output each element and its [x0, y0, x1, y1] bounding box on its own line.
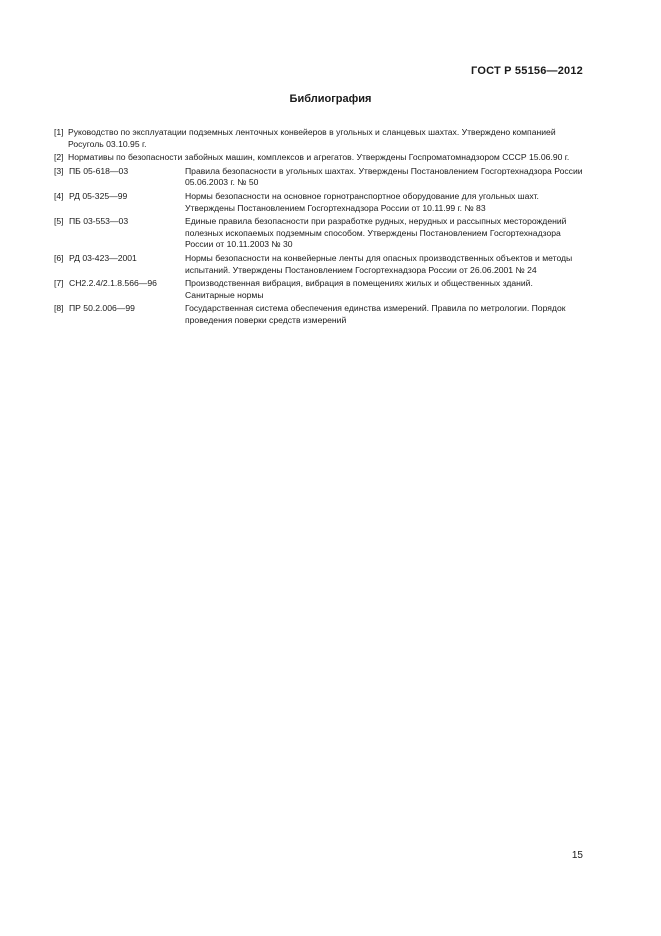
entry-text: Государственная система обеспечения единства измерений. Правила по метрологии. Порядок проведения поверки средств измерений	[185, 303, 566, 325]
page-number: 15	[571, 850, 583, 861]
entry-number: [4]	[54, 190, 64, 201]
page-title: Библиография	[289, 93, 372, 105]
entry-number: [2]	[54, 152, 64, 163]
bibliography-list	[54, 127, 584, 329]
entry-document-code: ПР 50.2.006—99	[69, 303, 135, 314]
entry-text: Нормы безопасности на конвейерные ленты для опасных производственных объектов и методы испытаний. Утверждены Постановлением Госгортехнадзора России от 26.06.2001 № 24	[185, 252, 573, 275]
bibliography-entry-8	[54, 303, 584, 326]
entry-text: Нормативы по безопасности забойных машин, комплексов и агрегатов. Утверждены Госпроматомнадзором СССР 15.06.90 г.	[68, 152, 570, 163]
entry-text: Руководство по эксплуатации подземных ленточных конвейеров в угольных и сланцевых шахтах. Утверждено компанией Росуголь 03.10.95 г.	[68, 127, 556, 149]
bibliography-entry-2	[54, 152, 584, 164]
entry-number: [3]	[54, 165, 64, 176]
entry-document-code: ПБ 05-618—03	[69, 165, 129, 176]
entry-document-code: ПБ 03-553—03	[69, 216, 129, 227]
entry-document-code: РД 03-423—2001	[69, 252, 137, 263]
entry-number: [6]	[54, 252, 64, 263]
entry-document-code: РД 05-325—99	[69, 190, 128, 201]
bibliography-entry-7	[54, 278, 584, 301]
entry-number: [5]	[54, 216, 64, 227]
entry-number: [8]	[54, 303, 64, 314]
bibliography-entry-1	[54, 127, 584, 150]
bibliography-entry-4	[54, 191, 584, 214]
entry-number: [1]	[54, 127, 64, 137]
entry-document-code: СН2.2.4/2.1.8.566—96	[69, 278, 157, 289]
entry-number: [7]	[54, 278, 64, 289]
entry-text: Правила безопасности в угольных шахтах. Утверждены Постановлением Госгортехнадзора России 05.06.2003 г. № 50	[185, 165, 583, 188]
entry-text: Производственная вибрация, вибрация в помещениях жилых и общественных зданий. Санитарные нормы	[185, 278, 533, 300]
bibliography-entry-5	[54, 216, 584, 251]
entry-text: Единые правила безопасности при разработке рудных, нерудных и рассыпных месторождений полезных ископаемых подземным способом. Утверждены Постановлением Госгортехнадзора России от 10.11.2003 № 30	[185, 216, 567, 250]
bibliography-entry-3	[54, 166, 584, 189]
standard-designation: ГОСТ Р 55156—2012	[471, 65, 583, 77]
entry-text: Нормы безопасности на основное горнотранспортное оборудование для угольных шахт. Утверждены Постановлением Госгортехнадзора России от 10.11.99 г. № 83	[185, 190, 539, 213]
bibliography-entry-6	[54, 253, 584, 276]
